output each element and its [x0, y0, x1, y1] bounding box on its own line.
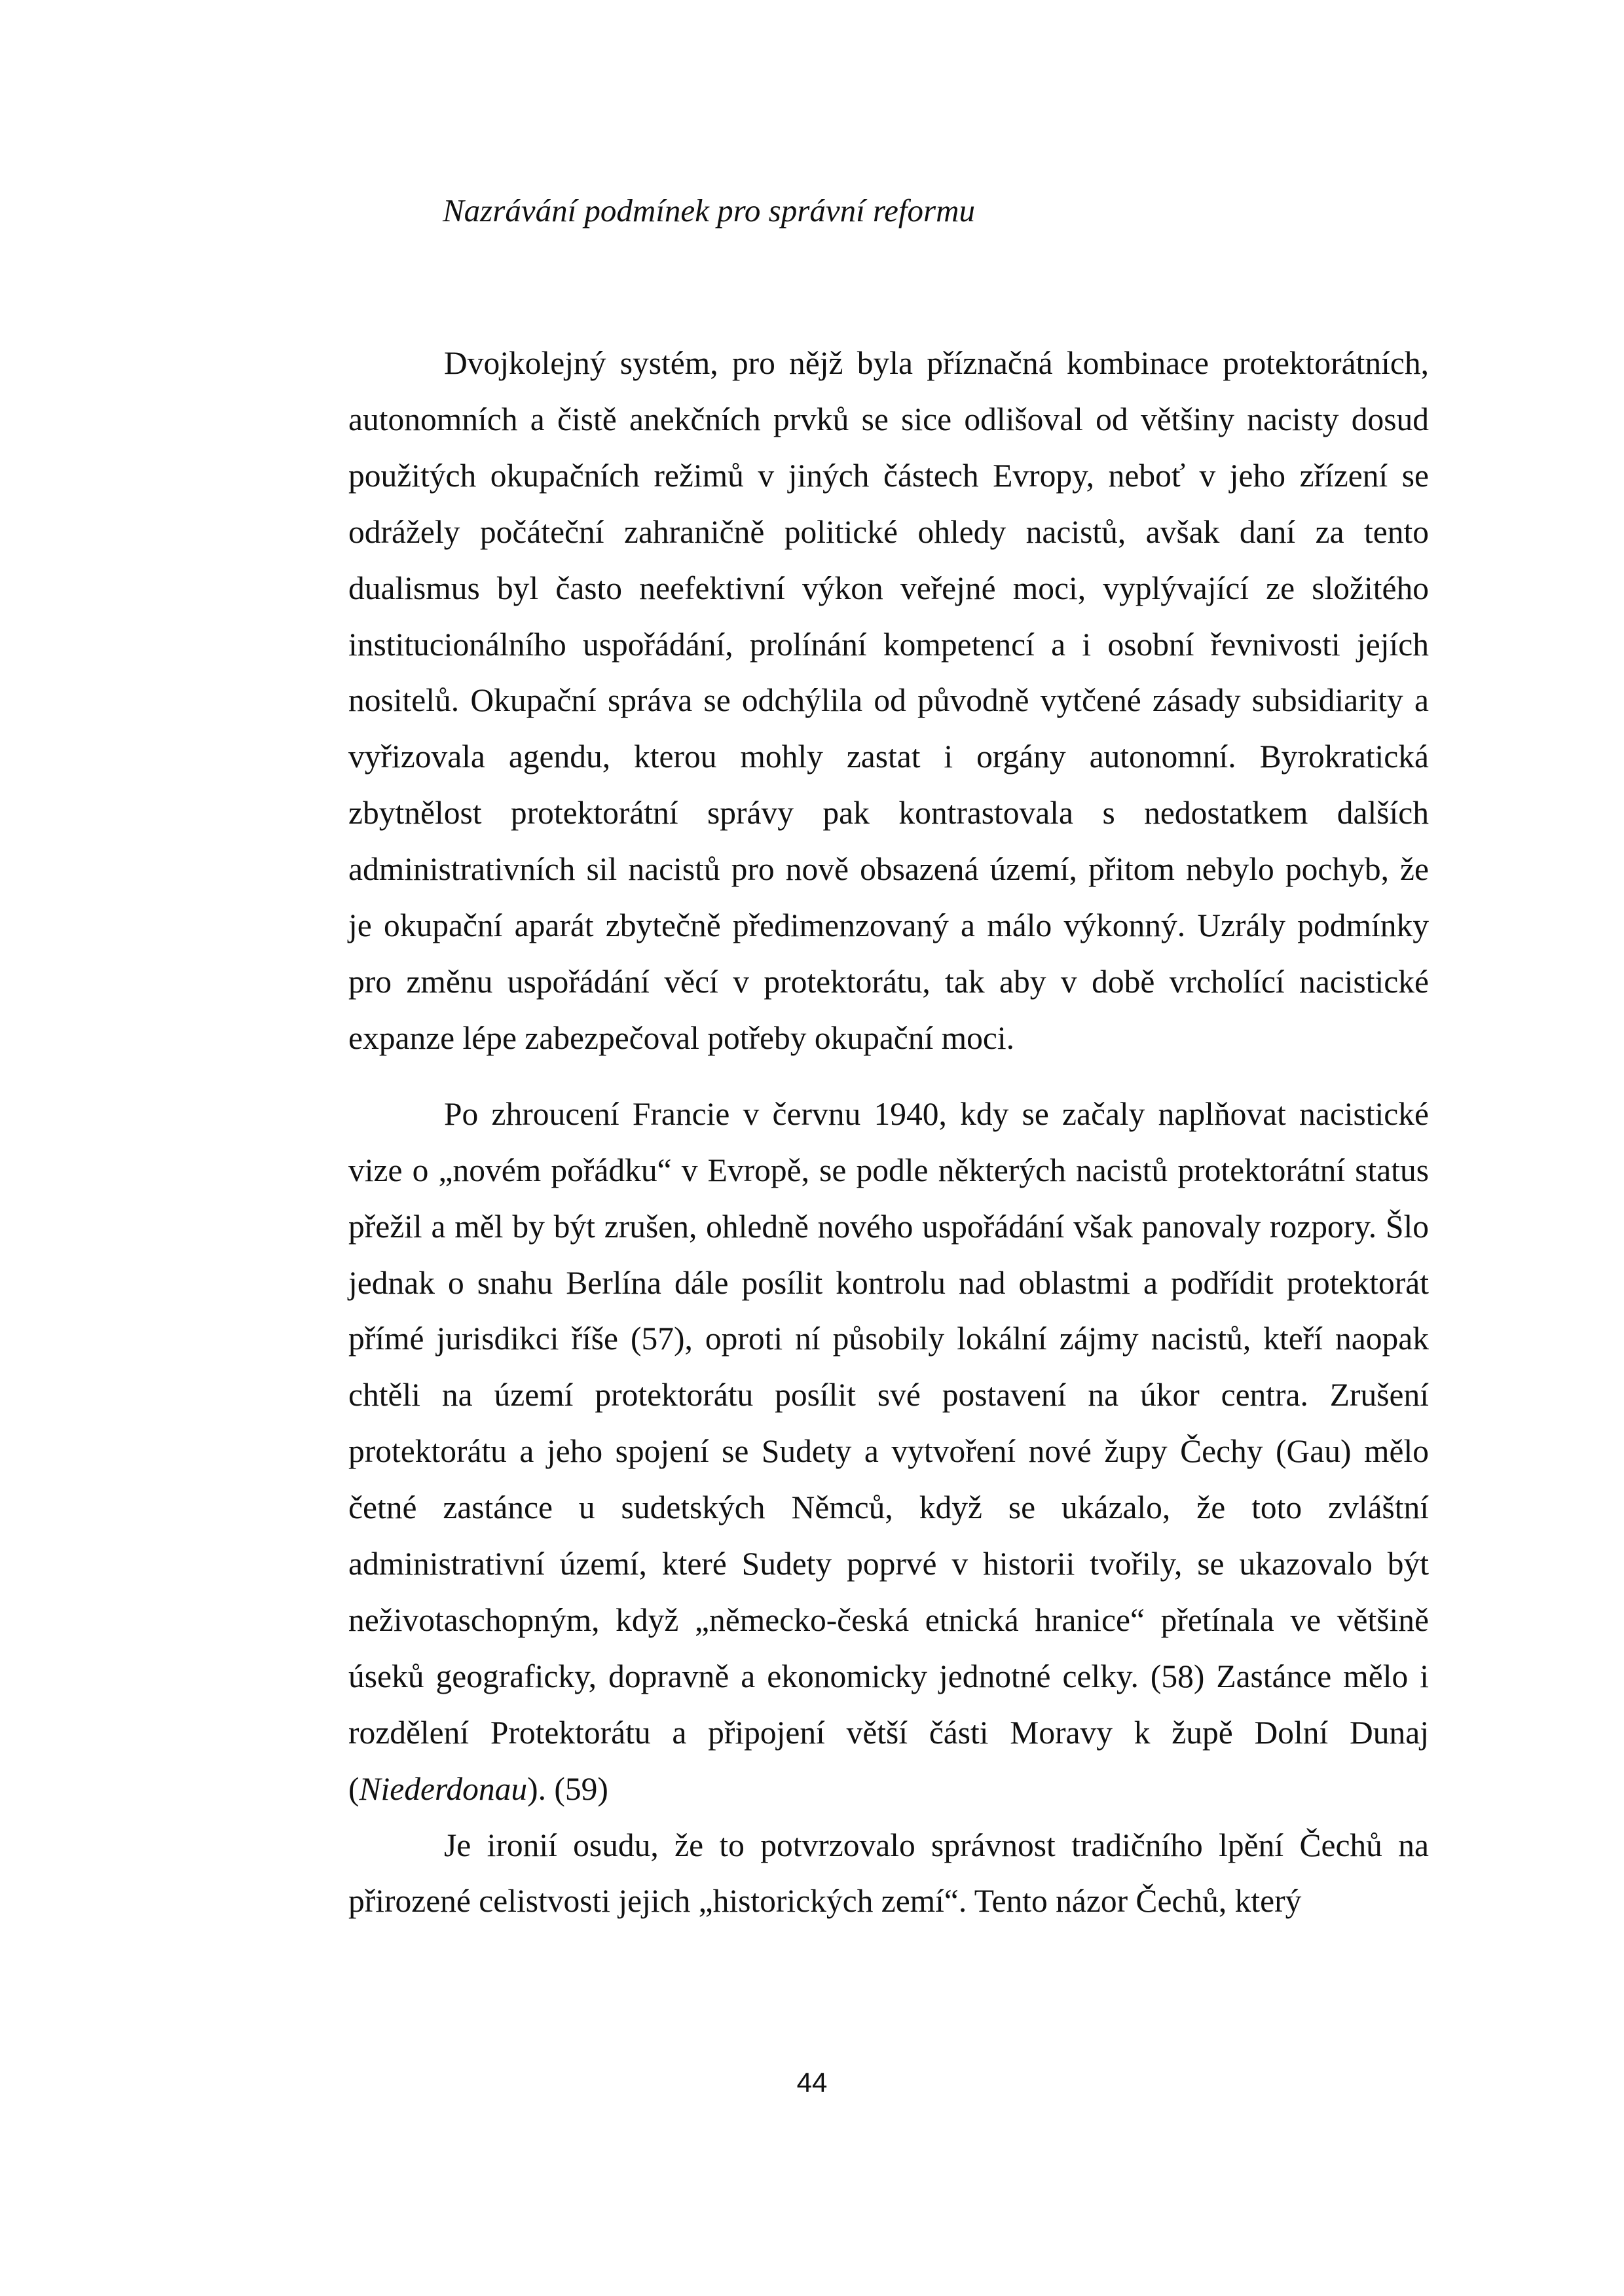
paragraph-1: Dvojkolejný systém, pro nějž byla příznačná kombinace protektorátních, autonomních a čistě anekčních prvků se sice odlišoval od většiny nacisty dosud použitých okupačních režimů v jiných částech Evropy, neboť v jeho zřízení se odrážely počáteční zahraničně politické ohledy nacistů, avšak daní za tento dualismus byl často neefektivní výkon veřejné moci, vyplývající ze složitého institucionálního uspořádání, prolínání kompetencí a i osobní řevnivosti jejích nositelů. Okupační správa se odchýlila od původně vytčené zásady subsidiarity a vyřizovala agendu, kterou mohly zastat i orgány autonomní. Byrokratická zbytnělost protektorátní správy pak kontrastovala s nedostatkem dalších administrativních sil nacistů pro nově obsazená území, přitom nebylo pochyb, že je okupační aparát zbytečně předimenzovaný a málo výkonný. Uzrály podmínky pro změnu uspořádání věcí v protektorátu, tak aby v době vrcholící nacistické expanze lépe zabezpečoval potřeby okupační moci.: [348, 345, 1429, 1056]
page-number: 44: [796, 2067, 828, 2098]
paragraph-2-text-end: ). (59): [527, 1770, 608, 1807]
body-text: [348, 335, 1429, 1929]
paragraph-2-italic-term: Niederdonau: [359, 1770, 528, 1807]
paragraph-3: Je ironií osudu, že to potvrzovalo správnost tradičního lpění Čechů na přirozené celistvosti jejich „historických zemí“. Tento názor Čechů, který: [348, 1827, 1429, 1920]
paragraph-2-text: Po zhroucení Francie v červnu 1940, kdy se začaly naplňovat nacistické vize o „novém pořádku“ v Evropě, se podle některých nacistů protektorátní status přežil a měl by být zrušen, ohledně nového uspořádání však panovaly rozpory. Šlo jednak o snahu Berlína dále posílit kontrolu nad oblastmi a podřídit protektorát přímé jurisdikci říše (57), oproti ní působily lokální zájmy nacistů, kteří naopak chtěli na území protektorátu posílit své postavení na úkor centra. Zrušení protektorátu a jeho spojení se Sudety a vytvoření nové župy Čechy (Gau) mělo četné zastánce u sudetských Němců, když se ukázalo, že toto zvláštní administrativní území, které Sudety poprvé v historii tvořily, se ukazovalo být neživotaschopným, když „německo-česká etnická hranice“ přetínala ve většině úseků geograficky, dopravně a ekonomicky jednotné celky. (58) Zastánce mělo i rozdělení Protektorátu a připojení větší části Moravy k župě Dolní Dunaj (: [348, 1095, 1429, 1807]
paragraph-2: [348, 1086, 1429, 1817]
section-heading: Nazrávání podmínek pro správní reformu: [443, 192, 975, 228]
